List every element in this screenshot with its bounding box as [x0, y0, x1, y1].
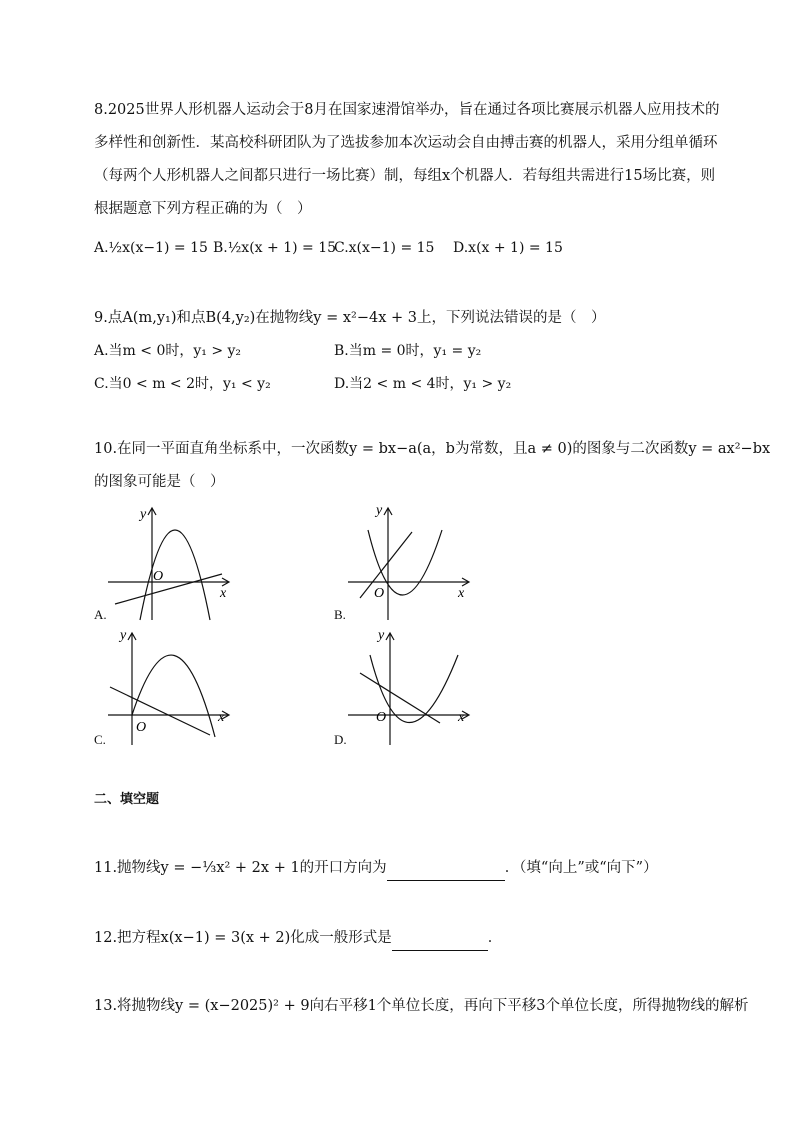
q10-line-1: 10.在同一平面直角坐标系中，一次函数y = bx−a(a，b为常数，且a ≠ 0)的图象与二次函数y = ax²−bx	[94, 441, 771, 457]
x-axis-label: x	[458, 586, 465, 601]
q8-line-1: 8.2025世界人形机器人运动会于8月在国家速滑馆举办，旨在通过各项比赛展示机器人应用技术的	[94, 102, 720, 118]
graph-b-label[interactable]: B.	[334, 607, 346, 622]
q11-text-after: ．（填“向上”或“向下”）	[504, 860, 658, 876]
q12-text-before: 12.把方程x(x−1) = 3(x + 2)化成一般形式是	[94, 930, 392, 946]
q8-line-4: 根据题意下列方程正确的为（ ）	[94, 201, 312, 217]
graph-d	[340, 625, 480, 750]
origin-label: O	[376, 710, 387, 725]
origin-label: O	[136, 720, 147, 735]
q8-option-c[interactable]: C.x(x−1) = 15	[334, 240, 435, 256]
q9-option-c[interactable]: C.当0 < m < 2时，y₁ < y₂	[94, 376, 271, 392]
origin-label: O	[374, 586, 385, 601]
q11-answer-blank[interactable]	[387, 860, 505, 881]
x-axis-label: x	[220, 586, 227, 601]
q8-option-a[interactable]: A.½x(x−1) = 15	[94, 240, 208, 256]
q9-stem: 9.点A(m,y₁)和点B(4,y₂)在抛物线y = x²−4x + 3上，下列说法错误的是（ ）	[94, 310, 606, 326]
q12-line	[94, 928, 502, 951]
graph-c-label[interactable]: C.	[94, 732, 106, 747]
x-axis-label: x	[218, 710, 225, 725]
y-axis-label: y	[120, 628, 127, 643]
q9-option-d[interactable]: D.当2 < m < 4时，y₁ > y₂	[334, 376, 512, 392]
graph-a-label[interactable]: A.	[94, 607, 107, 622]
straight-line	[110, 687, 210, 735]
q12-text-after: ．	[487, 930, 503, 946]
origin-label: O	[153, 569, 164, 584]
parabola	[140, 530, 210, 620]
graph-a	[100, 500, 240, 625]
y-axis-label: y	[376, 503, 383, 518]
q9-option-a[interactable]: A.当m < 0时，y₁ > y₂	[94, 343, 242, 359]
q9-option-b[interactable]: B.当m = 0时，y₁ = y₂	[334, 343, 482, 359]
q11-text-before: 11.抛物线y = −⅓x² + 2x + 1的开口方向为	[94, 860, 387, 876]
q8-option-d[interactable]: D.x(x + 1) = 15	[453, 240, 563, 256]
q13-line-1: 13.将抛物线y = (x−2025)² + 9向右平移1个单位长度，再向下平移3个单位长度，所得抛物线的解析	[94, 998, 749, 1014]
q12-answer-blank[interactable]	[392, 930, 488, 951]
q8-line-3: （每两个人形机器人之间都只进行一场比赛）制，每组x个机器人．若每组共需进行15场比赛，则	[94, 168, 716, 184]
q11-line	[94, 858, 658, 881]
straight-line	[360, 532, 412, 598]
graph-b	[340, 500, 480, 625]
q10-line-2: 的图象可能是（ ）	[94, 474, 225, 490]
y-axis-label: y	[378, 628, 385, 643]
q8-line-2: 多样性和创新性．某高校科研团队为了选拔参加本次运动会自由搏击赛的机器人，采用分组单循环	[94, 135, 718, 151]
y-axis-label: y	[140, 507, 147, 522]
q8-option-b[interactable]: B.½x(x + 1) = 15	[213, 240, 337, 256]
x-axis-label: x	[458, 710, 465, 725]
section-title: 二、填空题	[94, 792, 160, 807]
graph-c	[100, 625, 240, 750]
graph-d-label[interactable]: D.	[334, 732, 347, 747]
